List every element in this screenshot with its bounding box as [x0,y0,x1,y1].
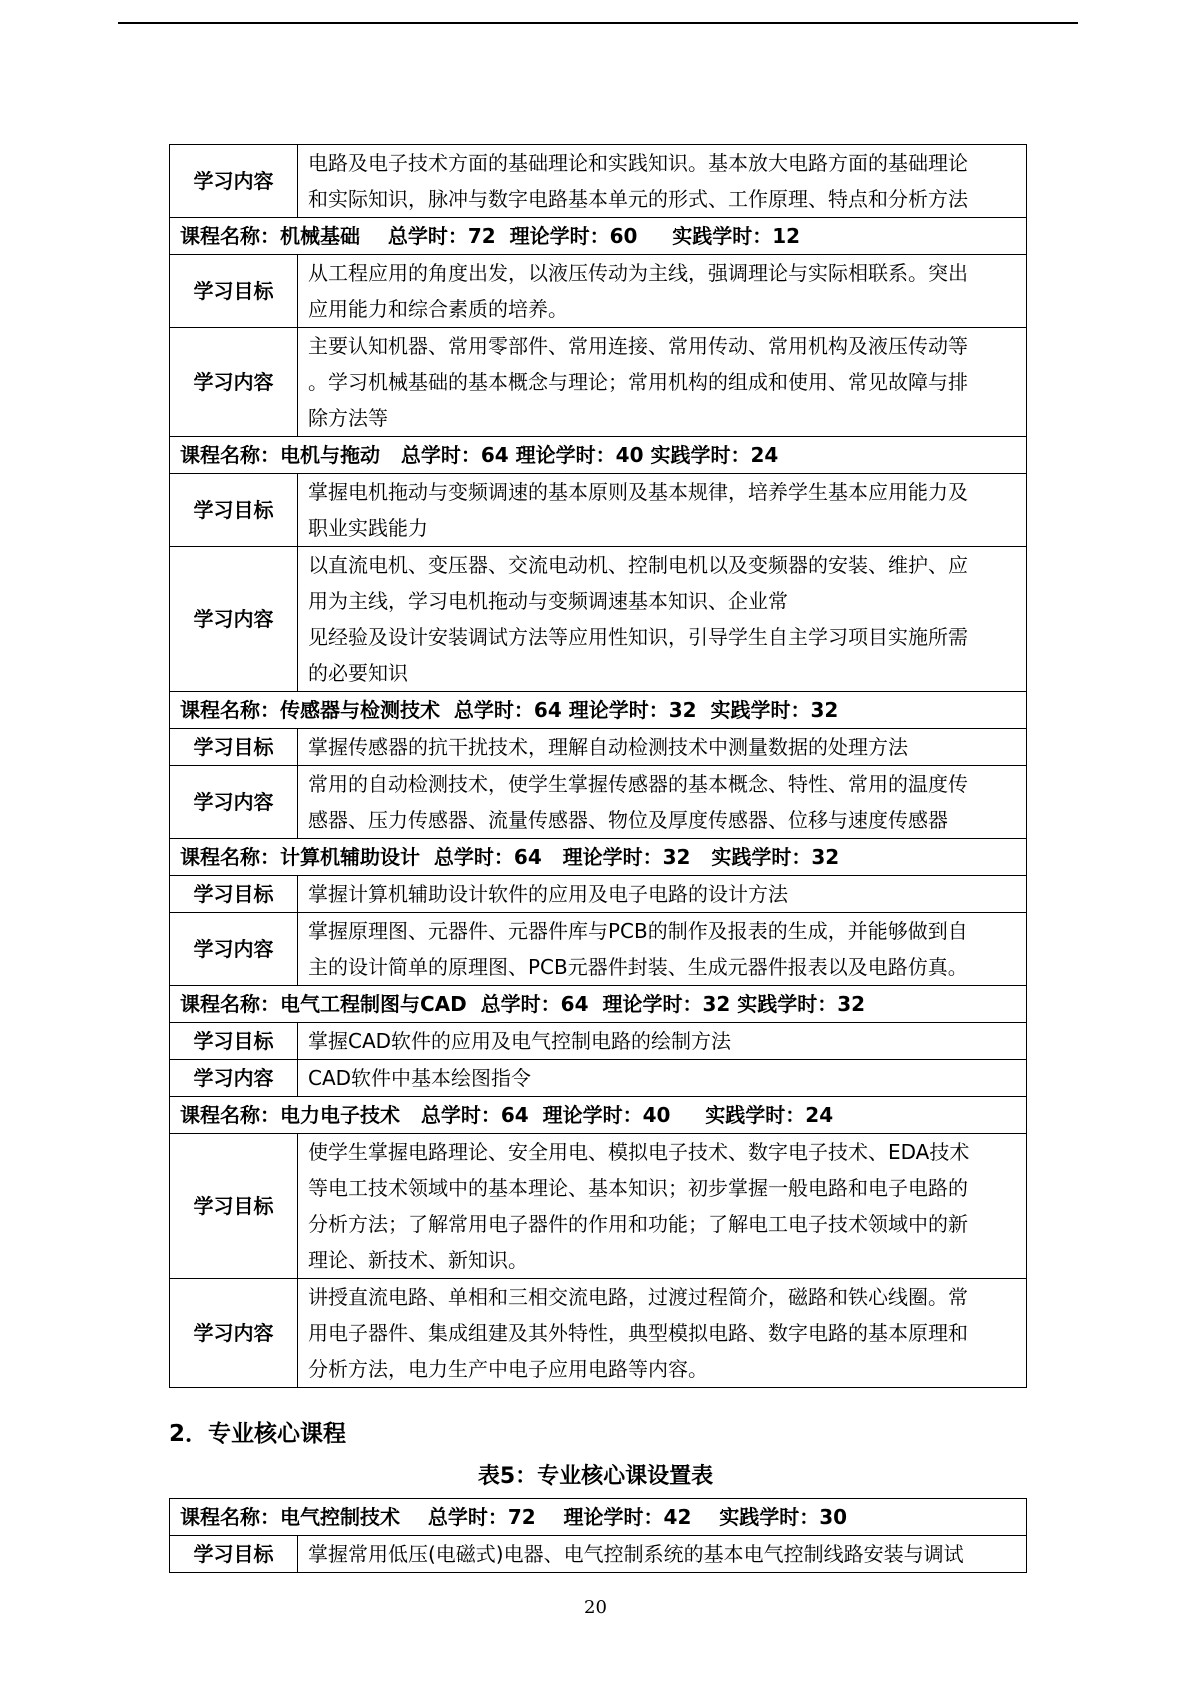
row-label: 学习内容 [170,145,298,218]
course-detail-row [170,145,1027,218]
row-content [298,1536,1027,1573]
content-line: 除方法等 [308,406,388,430]
table-caption: 表5：专业核心课设置表 [477,1464,714,1489]
course-header: 课程名称：电机与拖动 总学时：64 理论学时：40 实践学时：24 [170,437,1027,474]
content-line: 主的设计简单的原理图、PCB元器件封装、生成元器件报表以及电路仿真。 [308,955,968,979]
row-content [298,328,1027,437]
course-header: 课程名称：传感器与检测技术 总学时：64 理论学时：32 实践学时：32 [170,692,1027,729]
course-detail-row [170,474,1027,547]
course-detail-row [170,547,1027,692]
course-detail-row [170,876,1027,913]
row-content [298,766,1027,839]
content-line: 电路及电子技术方面的基础理论和实践知识。基本放大电路方面的基础理论 [308,151,968,175]
course-header-row [170,692,1027,729]
core-course-table [169,1498,1027,1573]
content-line: 掌握常用低压(电磁式)电器、电气控制系统的基本电气控制线路安装与调试 [308,1542,964,1566]
row-content [298,474,1027,547]
course-detail-row [170,729,1027,766]
content-line: 的必要知识 [308,661,408,685]
row-label: 学习内容 [170,1060,298,1097]
course-detail-row [170,328,1027,437]
row-label: 学习目标 [170,729,298,766]
course-header-row [170,986,1027,1023]
content-line: 掌握原理图、元器件、元器件库与PCB的制作及报表的生成，并能够做到自 [308,919,968,943]
content-line: 掌握计算机辅助设计软件的应用及电子电路的设计方法 [308,882,788,906]
content-line: 和实际知识，脉冲与数字电路基本单元的形式、工作原理、特点和分析方法 [308,187,968,211]
content-line: 掌握CAD软件的应用及电气控制电路的绘制方法 [308,1029,732,1053]
content-line: 使学生掌握电路理论、安全用电、模拟电子技术、数字电子技术、EDA技术 [308,1140,970,1164]
course-header: 课程名称：电气控制技术 总学时：72 理论学时：42 实践学时：30 [170,1499,1027,1536]
content-line: 掌握传感器的抗干扰技术，理解自动检测技术中测量数据的处理方法 [308,735,908,759]
content-line: 讲授直流电路、单相和三相交流电路，过渡过程简介，磁路和铁心线圈。常 [308,1285,968,1309]
course-table-body [170,145,1027,1388]
course-header-row [170,218,1027,255]
page-number: 20 [584,1597,607,1618]
content-line: 掌握电机拖动与变频调速的基本原则及基本规律，培养学生基本应用能力及 [308,480,968,504]
content-line: 见经验及设计安装调试方法等应用性知识，引导学生自主学习项目实施所需 [308,625,968,649]
content-line: 职业实践能力 [308,516,428,540]
row-label: 学习内容 [170,547,298,692]
course-detail-row [170,1279,1027,1388]
course-header: 课程名称：计算机辅助设计 总学时：64 理论学时：32 实践学时：32 [170,839,1027,876]
course-detail-row [170,1023,1027,1060]
course-detail-row [170,1134,1027,1279]
content-line: 常用的自动检测技术，使学生掌握传感器的基本概念、特性、常用的温度传 [308,772,968,796]
course-detail-row [170,766,1027,839]
row-content [298,1134,1027,1279]
content-line: 用为主线，学习电机拖动与变频调速基本知识、企业常 [308,589,788,613]
row-content [298,1060,1027,1097]
course-header-row [170,437,1027,474]
row-content [298,729,1027,766]
content-line: 感器、压力传感器、流量传感器、物位及厚度传感器、位移与速度传感器 [308,808,948,832]
content-line: 理论、新技术、新知识。 [308,1248,528,1272]
row-content [298,913,1027,986]
course-header-row [170,1499,1027,1536]
content-line: 以直流电机、变压器、交流电动机、控制电机以及变频器的安装、维护、应 [308,553,968,577]
row-label: 学习内容 [170,328,298,437]
row-content [298,255,1027,328]
content-line: 从工程应用的角度出发，以液压传动为主线，强调理论与实际相联系。突出 [308,261,968,285]
course-header-row [170,1097,1027,1134]
course-detail-row [170,1060,1027,1097]
row-label: 学习目标 [170,474,298,547]
course-detail-row [170,1536,1027,1573]
row-label: 学习内容 [170,913,298,986]
header-rule [118,22,1078,24]
section-heading: 2．专业核心课程 [169,1421,347,1447]
content-line: 等电工技术领域中的基本理论、基本知识；初步掌握一般电路和电子电路的 [308,1176,968,1200]
row-content [298,547,1027,692]
content-line: 用电子器件、集成组建及其外特性，典型模拟电路、数字电路的基本原理和 [308,1321,968,1345]
core-course-table-body [170,1499,1027,1573]
content-line: 应用能力和综合素质的培养。 [308,297,568,321]
course-table [169,144,1027,1388]
row-label: 学习内容 [170,766,298,839]
row-content [298,145,1027,218]
content-line: 分析方法；了解常用电子器件的作用和功能；了解电工电子技术领域中的新 [308,1212,968,1236]
course-header: 课程名称：电气工程制图与CAD 总学时：64 理论学时：32 实践学时：32 [170,986,1027,1023]
row-content [298,876,1027,913]
row-label: 学习目标 [170,1536,298,1573]
content-line: 主要认知机器、常用零部件、常用连接、常用传动、常用机构及液压传动等 [308,334,968,358]
course-header: 课程名称：机械基础 总学时：72 理论学时：60 实践学时：12 [170,218,1027,255]
row-label: 学习目标 [170,255,298,328]
content-line: 分析方法，电力生产中电子应用电路等内容。 [308,1357,708,1381]
row-label: 学习目标 [170,1023,298,1060]
content-line: CAD软件中基本绘图指令 [308,1066,532,1090]
row-label: 学习目标 [170,876,298,913]
row-content [298,1023,1027,1060]
course-detail-row [170,255,1027,328]
content-line: 。学习机械基础的基本概念与理论；常用机构的组成和使用、常见故障与排 [308,370,968,394]
course-detail-row [170,913,1027,986]
row-label: 学习目标 [170,1134,298,1279]
course-header-row [170,839,1027,876]
course-header: 课程名称：电力电子技术 总学时：64 理论学时：40 实践学时：24 [170,1097,1027,1134]
row-label: 学习内容 [170,1279,298,1388]
row-content [298,1279,1027,1388]
